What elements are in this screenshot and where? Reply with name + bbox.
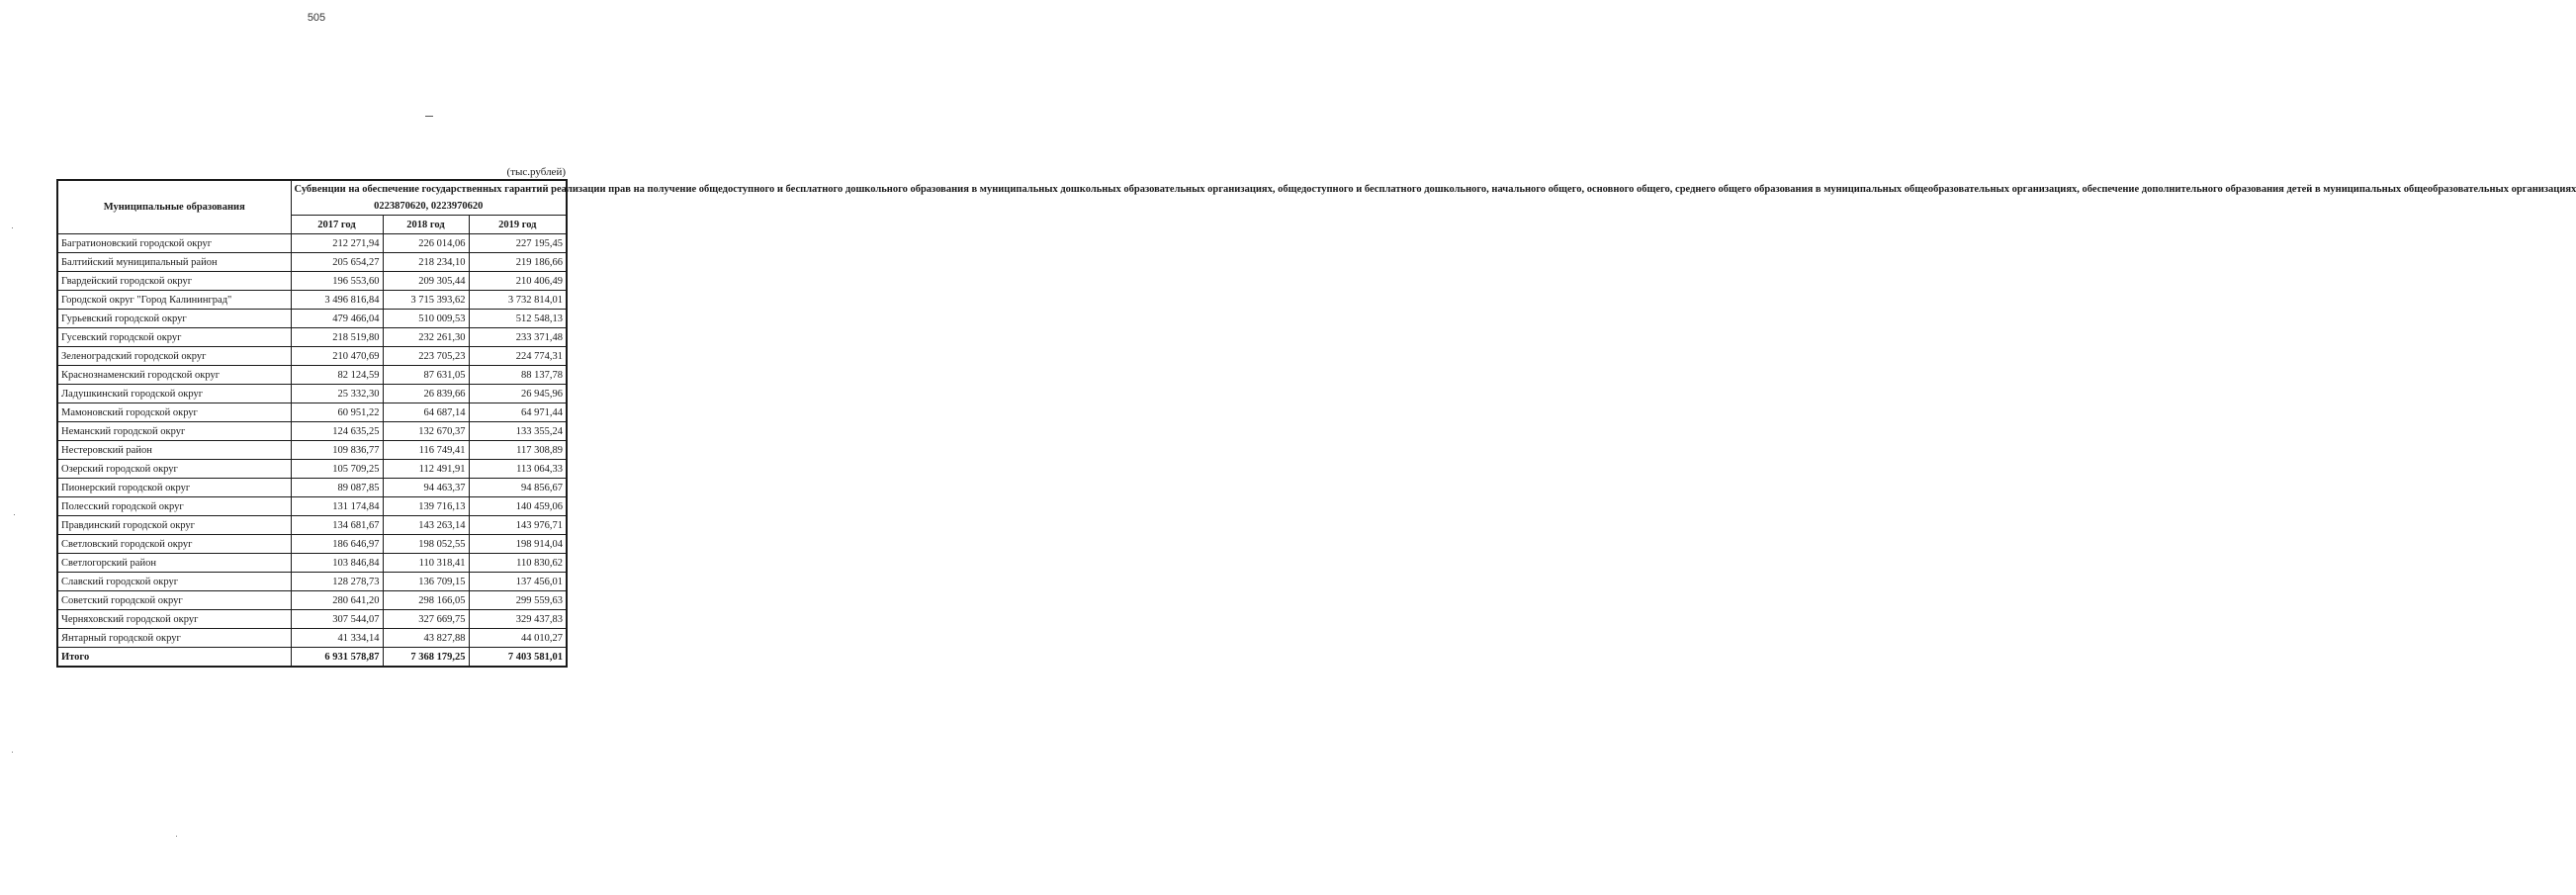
table-row: [57, 422, 567, 441]
year-header-2017: 2017 год: [291, 216, 383, 234]
municipality-name: Пионерский городской округ: [57, 479, 291, 497]
table-row: [57, 591, 567, 610]
value-2018: 87 631,05: [383, 366, 469, 385]
total-2017: 6 931 578,87: [291, 648, 383, 668]
table-body: [57, 234, 567, 648]
table-row: [57, 310, 567, 328]
municipality-name: Советский городской округ: [57, 591, 291, 610]
municipality-name: Славский городской округ: [57, 573, 291, 591]
municipality-name: Черняховский городской округ: [57, 610, 291, 629]
value-2018: 136 709,15: [383, 573, 469, 591]
value-2018: 3 715 393,62: [383, 291, 469, 310]
value-2019: 224 774,31: [469, 347, 567, 366]
table-row: [57, 460, 567, 479]
year-header-2019: 2019 год: [469, 216, 567, 234]
value-2018: 198 052,55: [383, 535, 469, 554]
table-row: [57, 441, 567, 460]
value-2019: 44 010,27: [469, 629, 567, 648]
table-row: [57, 253, 567, 272]
subventions-table: [56, 179, 2576, 668]
value-2018: 327 669,75: [383, 610, 469, 629]
value-2017: 109 836,77: [291, 441, 383, 460]
value-2018: 298 166,05: [383, 591, 469, 610]
table-header-row: [57, 180, 567, 216]
table-row: [57, 234, 567, 253]
value-2019: 198 914,04: [469, 535, 567, 554]
municipality-name: Балтийский муниципальный район: [57, 253, 291, 272]
value-2019: 137 456,01: [469, 573, 567, 591]
value-2017: 186 646,97: [291, 535, 383, 554]
value-2018: 116 749,41: [383, 441, 469, 460]
table-row: [57, 573, 567, 591]
value-2019: 219 186,66: [469, 253, 567, 272]
value-2019: 133 355,24: [469, 422, 567, 441]
municipality-name: Мамоновский городской округ: [57, 403, 291, 422]
municipality-name: Нестеровский район: [57, 441, 291, 460]
value-2018: 209 305,44: [383, 272, 469, 291]
value-2019: 94 856,67: [469, 479, 567, 497]
value-2017: 307 544,07: [291, 610, 383, 629]
municipality-name: Неманский городской округ: [57, 422, 291, 441]
municipality-name: Багратионовский городской округ: [57, 234, 291, 253]
value-2017: 205 654,27: [291, 253, 383, 272]
municipality-name: Янтарный городской округ: [57, 629, 291, 648]
table-row: [57, 554, 567, 573]
year-header-2018: 2018 год: [383, 216, 469, 234]
value-2018: 26 839,66: [383, 385, 469, 403]
value-2017: 103 846,84: [291, 554, 383, 573]
municipality-name: Полесский городской округ: [57, 497, 291, 516]
value-2017: 124 635,25: [291, 422, 383, 441]
municipality-name: Светловский городской округ: [57, 535, 291, 554]
table-row: [57, 385, 567, 403]
subvention-header-text: Субвенции на обеспечение государственных гарантий реализации прав на получение общедоступного и бесплатного дошкольного образования в муниципальных дошкольных образовательных организациях, общедоступного и бесплатного дошкольного, начального общего, основного общего, среднего общего образования в муниципальных общеобразовательных организациях, обеспечение дополнительного образования детей в муниципальных общеобразовательных организациях: [294, 184, 2576, 195]
value-2017: 280 641,20: [291, 591, 383, 610]
value-2018: 218 234,10: [383, 253, 469, 272]
municipality-name: Городской округ "Город Калининград": [57, 291, 291, 310]
page-number: 505: [307, 12, 326, 24]
municipality-name: Зеленоградский городской округ: [57, 347, 291, 366]
total-row: [57, 648, 567, 668]
value-2017: 479 466,04: [291, 310, 383, 328]
value-2017: 89 087,85: [291, 479, 383, 497]
value-2018: 64 687,14: [383, 403, 469, 422]
total-2019: 7 403 581,01: [469, 648, 567, 668]
value-2017: 128 278,73: [291, 573, 383, 591]
value-2017: 25 332,30: [291, 385, 383, 403]
value-2019: 26 945,96: [469, 385, 567, 403]
table-row: [57, 497, 567, 516]
value-2017: 212 271,94: [291, 234, 383, 253]
value-2019: 512 548,13: [469, 310, 567, 328]
value-2019: 140 459,06: [469, 497, 567, 516]
scan-speck: [14, 514, 15, 515]
units-label: (тыс.рублей): [506, 166, 566, 178]
value-2018: 226 014,06: [383, 234, 469, 253]
municipality-name: Гвардейский городской округ: [57, 272, 291, 291]
value-2017: 82 124,59: [291, 366, 383, 385]
value-2018: 94 463,37: [383, 479, 469, 497]
table-row: [57, 347, 567, 366]
municipality-name: Краснознаменский городской округ: [57, 366, 291, 385]
table-row: [57, 366, 567, 385]
value-2017: 218 519,80: [291, 328, 383, 347]
municipality-name: Светлогорский район: [57, 554, 291, 573]
subvention-header: [291, 180, 2576, 216]
value-2017: 41 334,14: [291, 629, 383, 648]
municipality-name: Ладушкинский городской округ: [57, 385, 291, 403]
municipality-name: Правдинский городской округ: [57, 516, 291, 535]
table-row: [57, 328, 567, 347]
municipality-name: Озерский городской округ: [57, 460, 291, 479]
value-2019: 88 137,78: [469, 366, 567, 385]
value-2019: 233 371,48: [469, 328, 567, 347]
value-2018: 223 705,23: [383, 347, 469, 366]
table-row: [57, 272, 567, 291]
municipality-name: Гусевский городской округ: [57, 328, 291, 347]
value-2018: 510 009,53: [383, 310, 469, 328]
value-2018: 143 263,14: [383, 516, 469, 535]
value-2017: 134 681,67: [291, 516, 383, 535]
table-row: [57, 516, 567, 535]
value-2017: 60 951,22: [291, 403, 383, 422]
table-row: [57, 535, 567, 554]
scan-mark: [425, 116, 433, 117]
value-2018: 110 318,41: [383, 554, 469, 573]
scan-speck: [12, 752, 13, 753]
total-label: Итого: [57, 648, 291, 668]
scan-speck: [12, 227, 13, 228]
municipality-header: Муниципальные образования: [57, 180, 291, 234]
value-2019: 3 732 814,01: [469, 291, 567, 310]
total-2018: 7 368 179,25: [383, 648, 469, 668]
value-2017: 131 174,84: [291, 497, 383, 516]
value-2017: 3 496 816,84: [291, 291, 383, 310]
value-2019: 329 437,83: [469, 610, 567, 629]
value-2017: 105 709,25: [291, 460, 383, 479]
municipality-name: Гурьевский городской округ: [57, 310, 291, 328]
value-2017: 196 553,60: [291, 272, 383, 291]
value-2019: 143 976,71: [469, 516, 567, 535]
value-2019: 113 064,33: [469, 460, 567, 479]
table-row: [57, 479, 567, 497]
value-2019: 299 559,63: [469, 591, 567, 610]
table-row: [57, 629, 567, 648]
value-2018: 112 491,91: [383, 460, 469, 479]
table-row: [57, 403, 567, 422]
value-2018: 132 670,37: [383, 422, 469, 441]
value-2019: 117 308,89: [469, 441, 567, 460]
value-2019: 110 830,62: [469, 554, 567, 573]
value-2019: 210 406,49: [469, 272, 567, 291]
value-2019: 227 195,45: [469, 234, 567, 253]
value-2019: 64 971,44: [469, 403, 567, 422]
value-2018: 232 261,30: [383, 328, 469, 347]
scan-speck: [176, 836, 177, 837]
table-row: [57, 291, 567, 310]
value-2017: 210 470,69: [291, 347, 383, 366]
subvention-codes: 0223870620, 0223970620: [374, 201, 484, 212]
table-row: [57, 610, 567, 629]
value-2018: 139 716,13: [383, 497, 469, 516]
value-2018: 43 827,88: [383, 629, 469, 648]
